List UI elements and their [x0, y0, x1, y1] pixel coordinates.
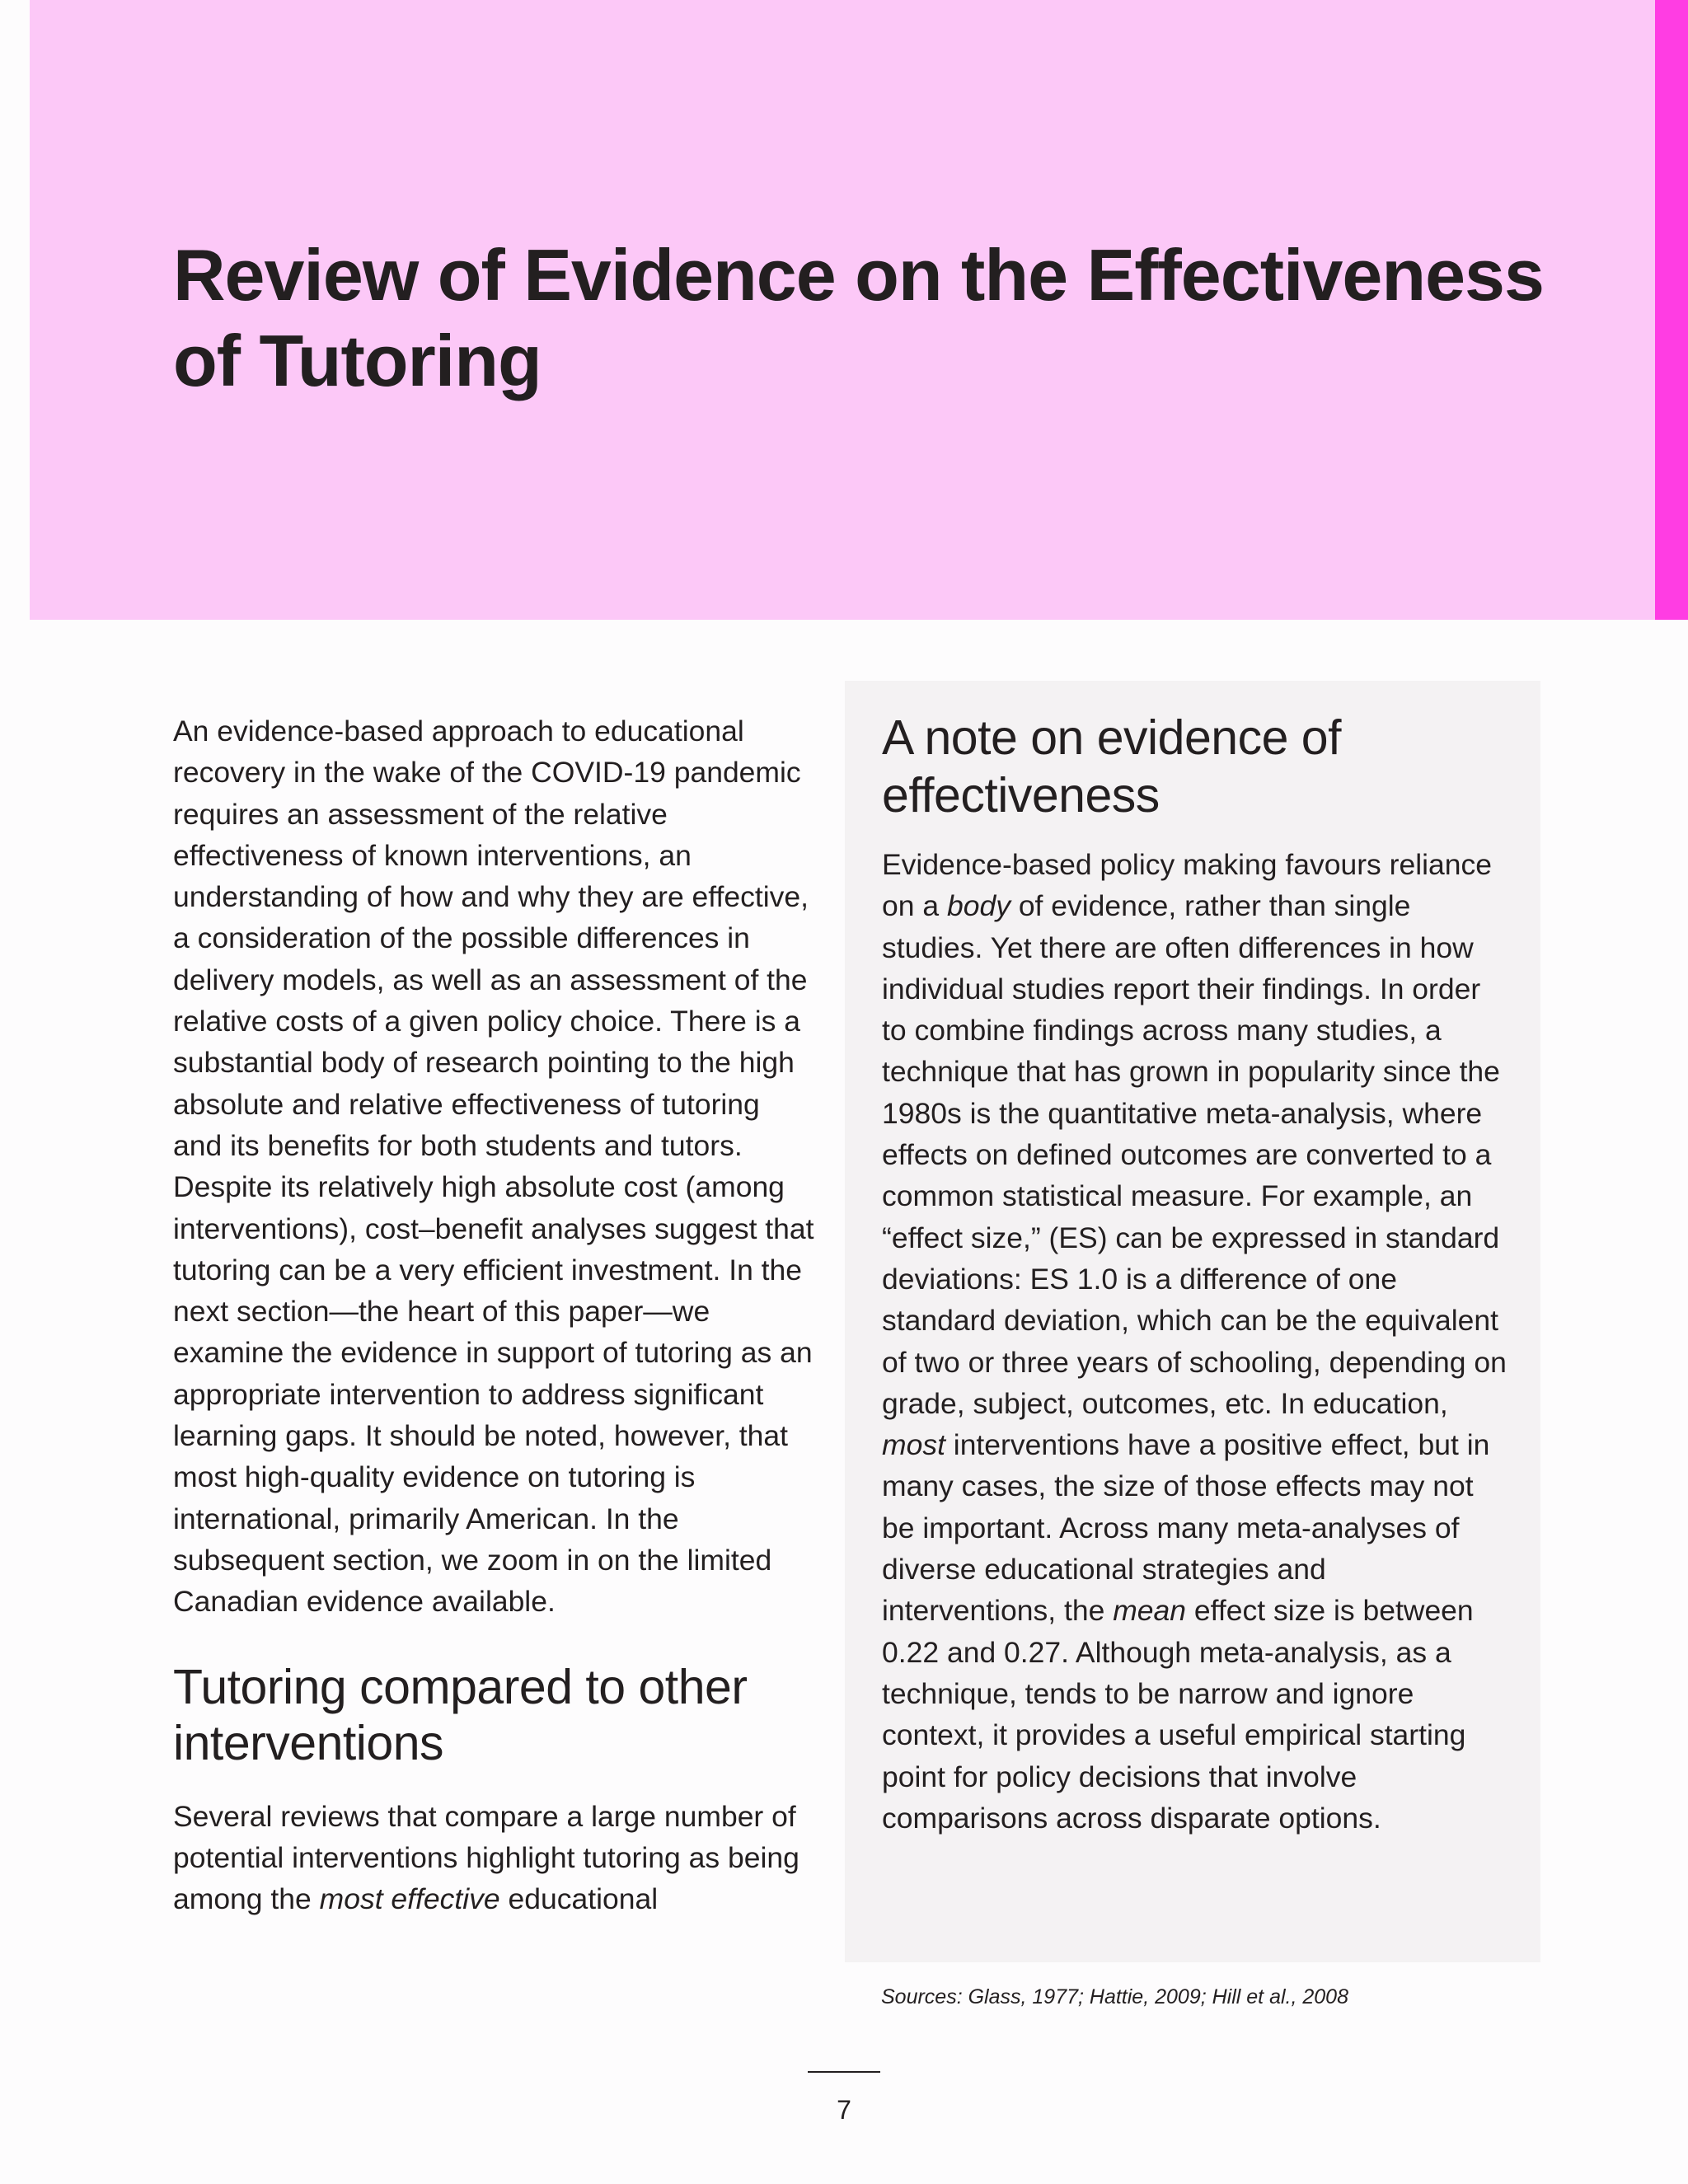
section-heading: Tutoring compared to other interventions [173, 1659, 748, 1770]
note-text: effect size is between 0.22 and 0.27. Although meta-analysis, as a technique, tends to be narrow and ignore context, it provides a useful empirical starting point for policy decisions that involve comparisons across disparate options. [882, 1594, 1474, 1835]
note-paragraph [882, 844, 1507, 1839]
note-emphasis: most [882, 1428, 945, 1462]
note-text: interventions have a positive effect, but in many cases, the size of those effects may not be important. Across many meta-analyses of diverse educational strategies and interventions, the [882, 1428, 1490, 1628]
footer-divider [808, 2071, 880, 2073]
section-paragraph-text-end: educational [499, 1882, 659, 1916]
note-text: of evidence, rather than single studies. Yet there are often differences in how individual studies report their findings. In order to combine findings across many studies, a technique that has grown in popularity since the 1980s is the quantitative meta-analysis, where effects on defined outcomes are converted to a common statistical measure. For example, an “effect size,” (ES) can be expressed in standard deviations: ES 1.0 is a difference of one standard deviation, which can be the equivalent of two or three years of schooling, depending on grade, subject, outcomes, etc. In education, [882, 889, 1507, 1420]
note-title: A note on evidence of effectiveness [882, 710, 1342, 823]
page-number: 7 [837, 2095, 851, 2125]
section-paragraph [173, 1796, 816, 1920]
note-box [845, 681, 1540, 1962]
page-title: Review of Evidence on the Effectiveness of Tutoring [173, 234, 1544, 401]
section-paragraph-text: Several reviews that compare a large number of potential interventions highlight tutoring as being among the [173, 1799, 799, 1916]
main-column [173, 710, 816, 1919]
note-emphasis: mean [1113, 1594, 1187, 1628]
section-paragraph-emphasis: most effective [319, 1882, 500, 1916]
sources-citation: Sources: Glass, 1977; Hattie, 2009; Hill et al., 2008 [881, 1985, 1348, 2008]
note-emphasis: body [946, 889, 1010, 923]
intro-paragraph: An evidence-based approach to educational recovery in the wake of the COVID-19 pandemic requires an assessment of the relative effectiveness of known interventions, an understanding of how and why they are effective, a consideration of the possible differences in delivery models, as well as an assessment of the relative costs of a given policy choice. There is a substantial body of research pointing to the high absolute and relative effectiveness of tutoring and its benefits for both students and tutors. Despite its relatively high absolute cost (among interventions), cost–benefit analyses suggest that tutoring can be a very efficient investment. In the next section—the heart of this paper—we examine the evidence in support of tutoring as an appropriate intervention to address significant learning gaps. It should be noted, however, that most high-quality evidence on tutoring is international, primarily American. In the subsequent section, we zoom in on the limited Canadian evidence available. [173, 715, 814, 1619]
note-text: Evidence-based policy making favours reliance on a [882, 848, 1492, 923]
accent-bar [1655, 0, 1688, 620]
